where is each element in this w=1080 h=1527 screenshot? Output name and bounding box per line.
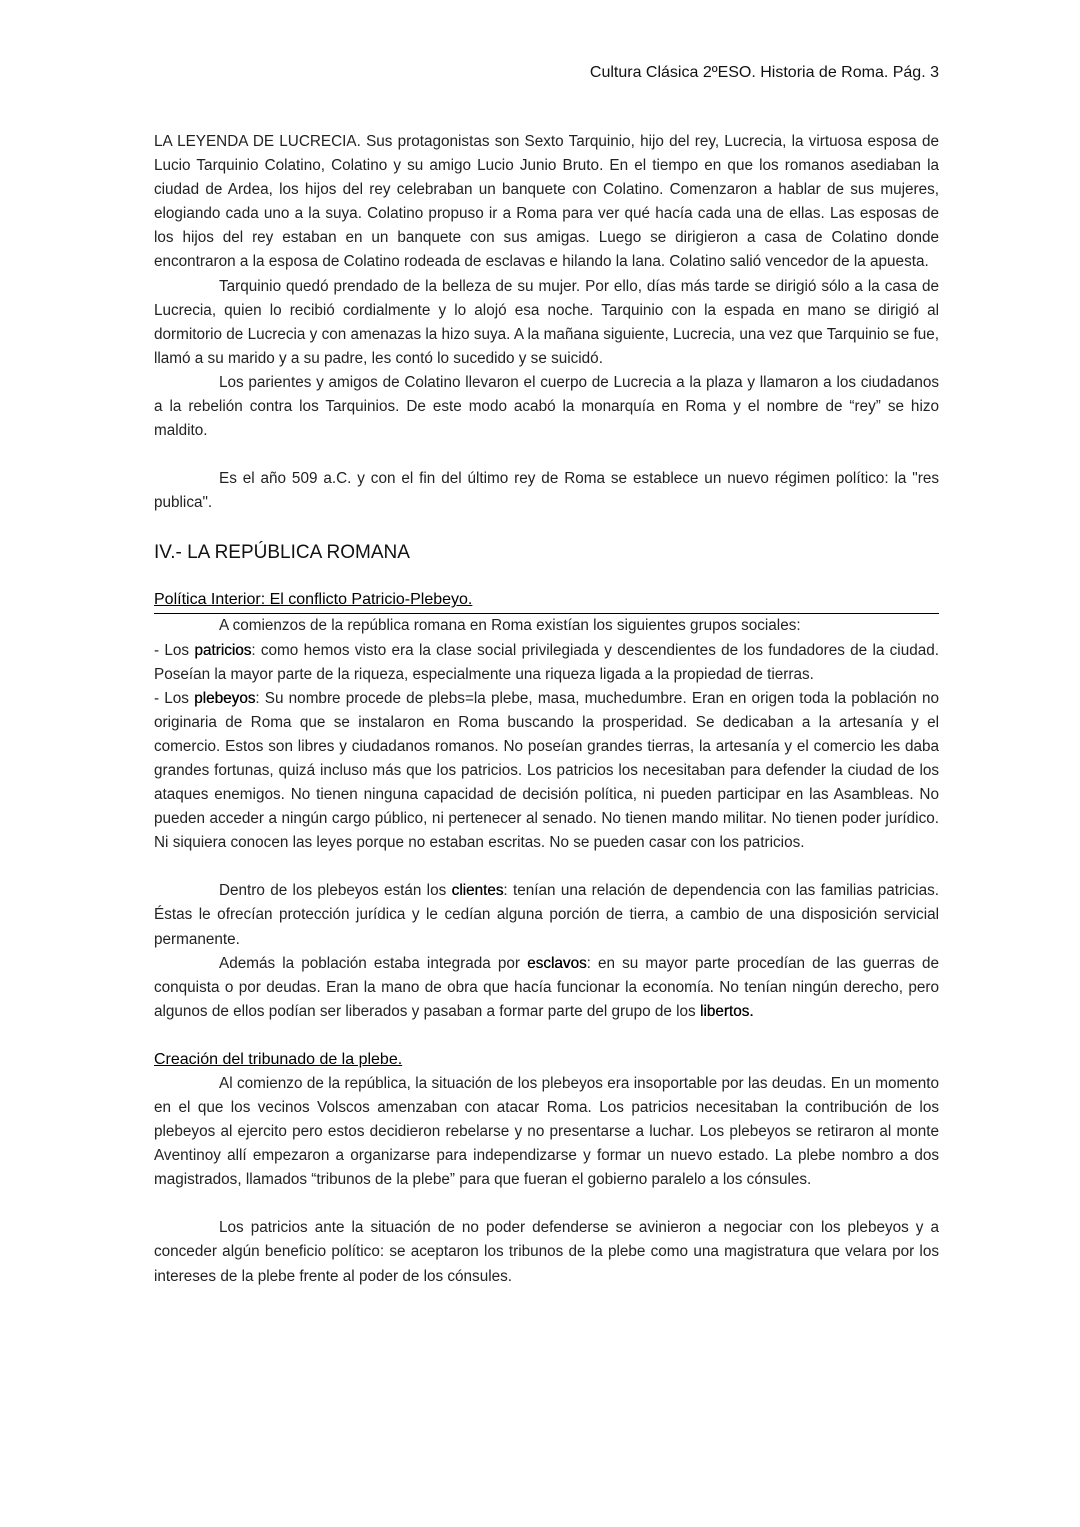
term-patricios: patricios [194, 641, 252, 659]
paragraph: Los patricios ante la situación de no poder defenderse se avinieron a negociar con los plebeyos y a conceder algún beneficio político: se aceptaron los tribunos de la plebe como una magistratura que velara por los intereses de la plebe frente al poder de los cónsules. [154, 1219, 939, 1285]
lucrecia-title: LA LEYENDA DE LUCRECIA. [154, 133, 361, 150]
paragraph: Al comienzo de la república, la situación de los plebeyos era insoportable por las deudas. En un momento en el que los vecinos Volscos amenzaban con atacar Roma. Los patricios necesitaban la contribución de los plebeyos al ejercito pero estos decidieron rebelarse y no presentarse a luchar. Los plebeyos se retiraron al monte Aventinoy allí empezaron a organizarse para independizarse y formar un nuevo estado. La plebe nombro a dos magistrados, llamados “tribunos de la plebe” para que fueran el gobierno paralelo a los cónsules. [154, 1074, 939, 1189]
paragraph: Los parientes y amigos de Colatino llevaron el cuerpo de Lucrecia a la plaza y llamaron a los ciudadanos a la rebelión contra los Tarquinios. De este modo acabó la monarquía en Roma y el nombre de “rey” se hizo maldito. [154, 373, 939, 440]
text: : Su nombre procede de plebs=la plebe, masa, muchedumbre. Eran en origen toda la población no originaria de Roma que se instalaron en Roma buscando la prosperidad. Se dedicaban a la artesanía y el comercio. Estos son libres y ciudadanos romanos. No poseían grandes tierras, la artesanía y el comercio les daba grandes fortunas, quizá incluso más que los patricios. Los patricios los necesitaban para defender la ciudad de los ataques enemigos. No tienen ninguna capacidad de decisión política, ni pueden participar en las Asambleas. No pueden acceder a ningún cargo público, ni pertenecer al senado. No tienen mando militar. No tienen poder jurídico. Ni siquiera conocen las leyes porque no estaban escritas. No se pueden casar con los patricios. [154, 689, 939, 852]
text: : tenían una relación de dependencia con las familias patricias. Éstas le ofrecían protección jurídica y le cedían alguna porción de tierra, a cambio de una disposición servicial permanente. [154, 882, 939, 948]
text: Dentro de los plebeyos están los [219, 882, 452, 900]
document-body [154, 130, 939, 1289]
text: Además la población estaba integrada por [219, 954, 528, 972]
subsection-heading-text: Política Interior: El conflicto Patricio-Plebeyo. [154, 591, 473, 609]
clientes-paragraph [154, 879, 939, 951]
subsection-heading [154, 589, 939, 614]
paragraph-text: Sus protagonistas son Sexto Tarquinio, hijo del rey, Lucrecia, la virtuosa esposa de Lucio Tarquinio Colatino, Colatino y su amigo Lucio Junio Bruto. En el tiempo en que los romanos asediaban la ciudad de Ardea, los hijos del rey celebraban un banquete con Colatino. Comenzaron a hablar de sus mujeres, elogiando cada uno a la suya. Colatino propuso ir a Roma para ver qué hacía cada una de ellas. Las esposas de los hijos del rey estaban en un banquete con sus amigas. Luego se dirigieron a casa de Colatino donde encontraron a la esposa de Colatino rodeada de esclavas e hilando la lana. Colatino salió vencedor de la apuesta. [154, 133, 939, 271]
paragraph: A comienzos de la república romana en Roma existían los siguientes grupos sociales: [219, 617, 801, 635]
esclavos-paragraph [154, 952, 939, 1024]
text: : como hemos visto era la clase social privilegiada y descendientes de los fundadores de la ciudad. Poseían la mayor parte de la riqueza, especialmente una riqueza ligada a la propiedad de tierras. [154, 641, 939, 683]
paragraph: Es el año 509 a.C. y con el fin del último rey de Roma se establece un nuevo régimen político: la "res publica". [154, 470, 939, 512]
plebeyos-paragraph [154, 687, 939, 856]
lucrecia-paragraph [154, 130, 939, 275]
term-libertos: libertos. [699, 1002, 754, 1020]
text: - Los [154, 689, 195, 707]
term-plebeyos: plebeyos [194, 689, 256, 707]
text: : en su mayor parte procedían de las guerras de conquista o por deudas. Eran la mano de obra que hacía funcionar la economía. No tenían ningún derecho, pero algunos de ellos podían ser liberados y pasaban a formar parte del grupo de los [154, 954, 939, 1020]
term-clientes: clientes [451, 882, 504, 900]
text: - Los [154, 641, 195, 659]
patricios-paragraph [154, 639, 939, 687]
subsection-heading: Creación del tribunado de la plebe. [154, 1050, 403, 1068]
paragraph: Tarquinio quedó prendado de la belleza de su mujer. Por ello, días más tarde se dirigió sólo a la casa de Lucrecia, quien lo recibió cordialmente y lo alojó esa noche. Tarquinio con la espada en mano se dirigió al dormitorio de Lucrecia y con amenazas la hizo suya. A la mañana siguiente, Lucrecia, una vez que Tarquinio se fue, llamó a su marido y a su padre, les contó lo sucedido y se suicidó. [154, 277, 939, 367]
page-header: Cultura Clásica 2ºESO. Historia de Roma. Pág. 3 [589, 64, 939, 81]
section-heading: IV.- LA REPÚBLICA ROMANA [154, 542, 410, 564]
term-esclavos: esclavos [527, 954, 587, 972]
